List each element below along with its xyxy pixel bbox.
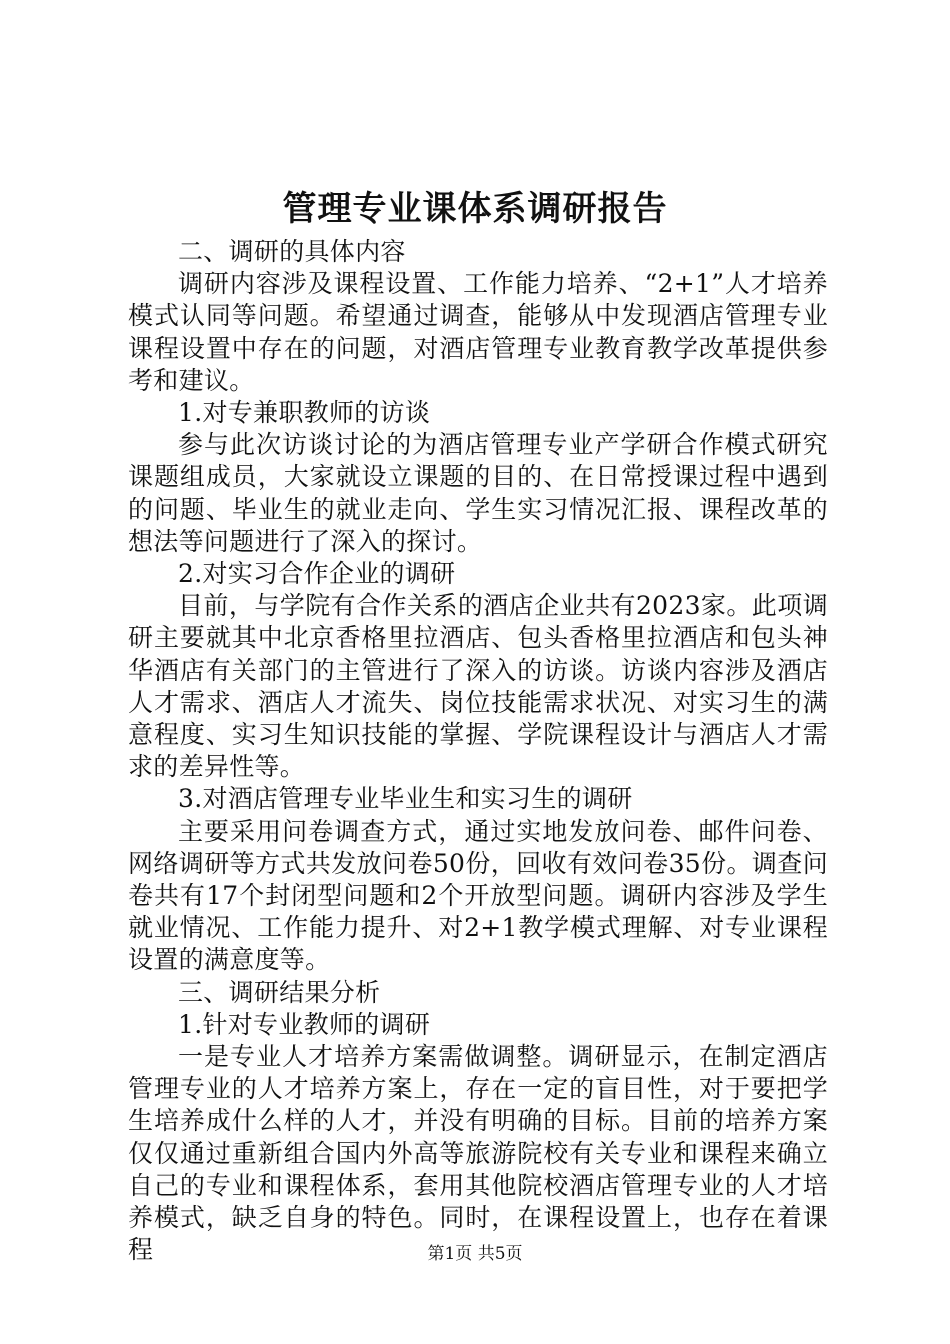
subsection-heading: 2.对实习合作企业的调研 bbox=[178, 559, 456, 589]
body-paragraph: 主要采用问卷调查方式，通过实地发放问卷、邮件问卷、网络调研等方式共发放问卷50份，回收有效问卷35份。调查问卷共有17个封闭型问题和2个开放型问题。调研内容涉及学生就业情况、工作能力提升、对2+1教学模式理解、对专业课程设置的满意度等。 bbox=[128, 816, 828, 975]
body-paragraph: 调研内容涉及课程设置、工作能力培养、“2+1”人才培养模式认同等问题。希望通过调查，能够从中发现酒店管理专业课程设置中存在的问题，对酒店管理专业教育教学改革提供参考和建议。 bbox=[128, 269, 828, 395]
document-body bbox=[128, 236, 828, 1267]
document-title: 管理专业课体系调研报告 bbox=[282, 189, 668, 229]
subsection-heading: 3.对酒店管理专业毕业生和实习生的调研 bbox=[178, 784, 633, 814]
subsection-heading: 1.针对专业教师的调研 bbox=[178, 1009, 431, 1039]
body-paragraph: 参与此次访谈讨论的为酒店管理专业产学研合作模式研究课题组成员，大家就设立课题的目的、在日常授课过程中遇到的问题、毕业生的就业走向、学生实习情况汇报、课程改革的想法等问题进行了深入的探讨。 bbox=[128, 430, 828, 556]
section-heading-2: 二、调研的具体内容 bbox=[178, 237, 406, 266]
body-paragraph: 一是专业人才培养方案需做调整。调研显示，在制定酒店管理专业的人才培养方案上，存在一定的盲目性，对于要把学生培养成什么样的人才，并没有明确的目标。目前的培养方案仅仅通过重新组合国内外高等旅游院校有关专业和课程来确立自己的专业和课程体系，套用其他院校酒店管理专业的人才培养模式，缺乏自身的特色。同时，在课程设置上，也存在着课程 bbox=[128, 1042, 828, 1265]
subsection-heading: 1.对专兼职教师的访谈 bbox=[178, 398, 431, 428]
body-paragraph: 目前，与学院有合作关系的酒店企业共有2023家。此项调研主要就其中北京香格里拉酒店、包头香格里拉酒店和包头神华酒店有关部门的主管进行了深入的访谈。访谈内容涉及酒店人才需求、酒店人才流失、岗位技能需求状况、对实习生的满意程度、实习生知识技能的掌握、学院课程设计与酒店人才需求的差异性等。 bbox=[128, 591, 828, 782]
section-heading-3: 三、调研结果分析 bbox=[178, 977, 381, 1007]
page-footer: 第1页 共5页 bbox=[427, 1244, 523, 1264]
